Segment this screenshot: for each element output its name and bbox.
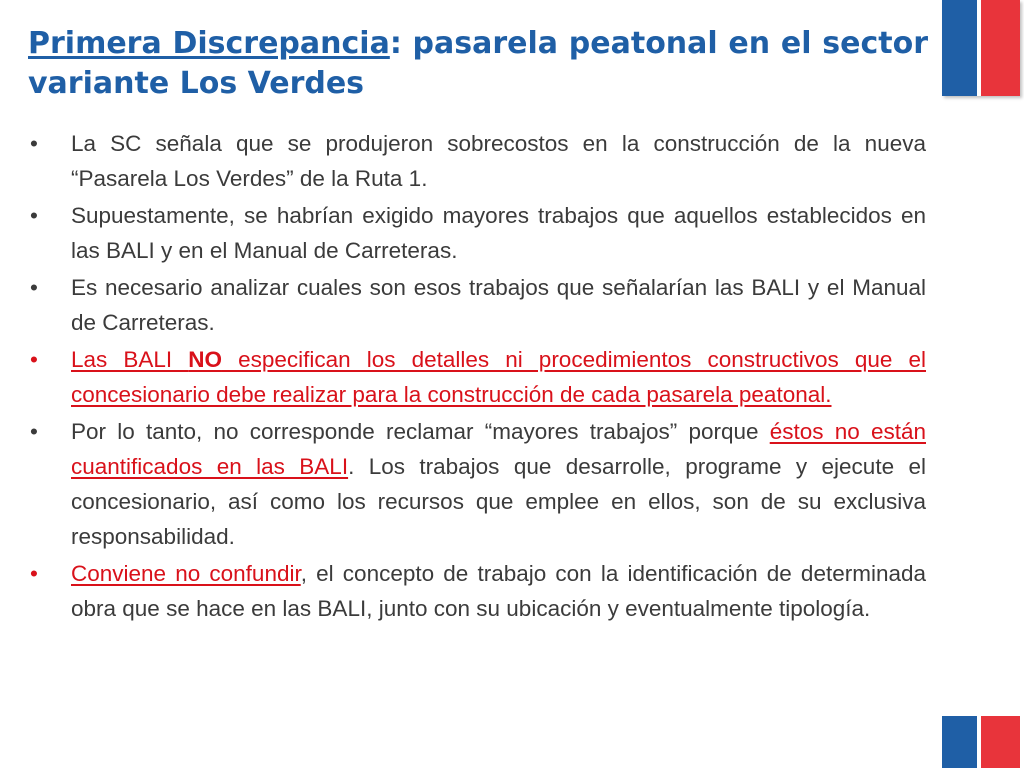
bullet-marker: • xyxy=(30,131,38,156)
bullet-list xyxy=(30,126,926,628)
bullet-text-lead: Las BALI xyxy=(71,347,189,372)
bullet-marker: • xyxy=(30,347,38,372)
bullet-marker: • xyxy=(30,419,38,444)
bullet-text-tail: , el concepto de trabajo con la identificación de determinada obra que se hace en las BALI, junto con su ubicación y eventualmente tipología. xyxy=(71,561,927,621)
bullet-marker: • xyxy=(30,275,38,300)
bullet-item-6 xyxy=(30,556,926,626)
bullet-text-emphasis: NO xyxy=(188,347,222,372)
bullet-marker: • xyxy=(30,561,38,586)
slide-title-underlined: Primera Discrepancia xyxy=(28,26,390,61)
flag-red-bar xyxy=(981,716,1020,768)
bullet-item-3 xyxy=(30,270,926,340)
bullet-text-tail: especifican los detalles ni procedimientos constructivos que el concesionario debe realizar para la construcción de cada pasarela peatonal. xyxy=(71,347,926,407)
flag-decoration-top xyxy=(942,0,1020,96)
bullet-item-1 xyxy=(30,126,926,196)
bullet-text-lead: Por lo tanto, no corresponde reclamar “mayores trabajos” porque xyxy=(71,419,770,444)
bullet-text-emphasis: éstos no están cuantificados en las BALI xyxy=(71,419,926,479)
bullet-text-part xyxy=(71,347,926,407)
bullet-item-5 xyxy=(30,414,926,554)
flag-blue-bar xyxy=(942,0,977,96)
flag-blue-bar xyxy=(942,716,977,768)
slide-title-rest: : pasarela peatonal en el sector variante Los Verdes xyxy=(28,26,928,101)
slide-title xyxy=(28,24,928,104)
bullet-text-emphasis: Conviene no confundir xyxy=(71,561,301,586)
flag-decoration-bottom xyxy=(942,716,1020,768)
bullet-text-tail: . Los trabajos que desarrolle, programe y ejecute el concesionario, así como los recursos que emplee en ellos, son de su exclusiva responsabilidad. xyxy=(71,454,926,549)
bullet-item-4 xyxy=(30,342,926,412)
bullet-item-2 xyxy=(30,198,926,268)
bullet-text: Es necesario analizar cuales son esos trabajos que señalarían las BALI y el Manual de Carreteras. xyxy=(71,275,926,335)
bullet-text: La SC señala que se produjeron sobrecostos en la construcción de la nueva “Pasarela Los Verdes” de la Ruta 1. xyxy=(71,131,926,191)
flag-red-bar xyxy=(981,0,1020,96)
bullet-text: Supuestamente, se habrían exigido mayores trabajos que aquellos establecidos en las BALI y en el Manual de Carreteras. xyxy=(71,203,926,263)
bullet-marker: • xyxy=(30,203,38,228)
